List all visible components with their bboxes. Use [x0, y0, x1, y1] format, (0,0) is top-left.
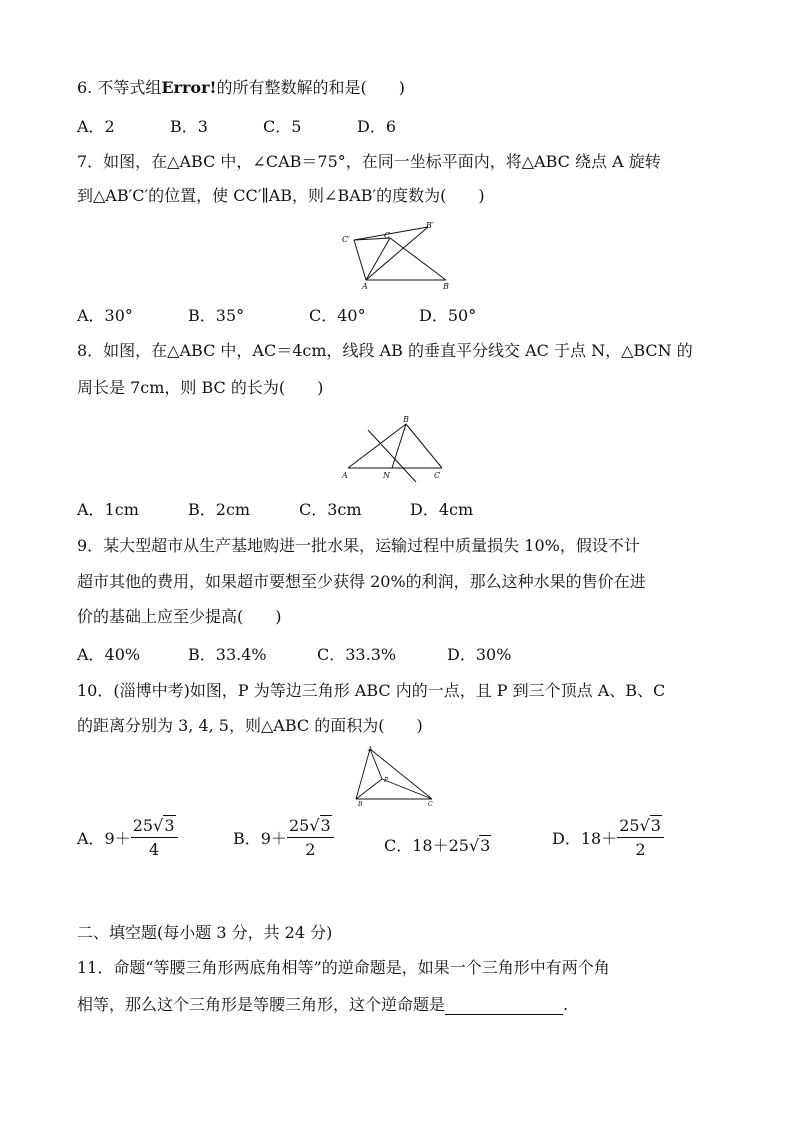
q10-option-a-fraction: $\frac{25√3}{4}$	[131, 816, 178, 859]
q6-error-text: Error!	[161, 78, 217, 97]
section-2-heading: 二、填空题(每小题 3 分，共 24 分)	[77, 923, 333, 942]
q7-figure	[340, 220, 460, 296]
q10-option-b-coef: 25	[288, 816, 310, 835]
q10-option-d-den: 2	[635, 840, 646, 859]
q10-option-a-coef: 25	[132, 816, 154, 835]
q7-label-a: A	[362, 282, 368, 291]
q7-option-d: D．50°	[419, 306, 477, 325]
q7-label-c: C	[384, 231, 391, 240]
q7-label-c-prime: C′	[342, 235, 350, 244]
q10-option-a-den: 4	[149, 840, 160, 859]
q8-option-b: B．2cm	[188, 500, 251, 519]
q9-option-c: C．33.3%	[317, 645, 397, 664]
q7-label-b-prime: B′	[426, 221, 434, 230]
q10-option-b-radicand: 3	[320, 816, 331, 835]
q7-line-1: 7．如图，在△ABC 中，∠CAB＝75°，在同一坐标平面内，将△ABC 绕点 A 旋转	[77, 152, 661, 171]
q10-option-c-text: C．18＋25	[384, 836, 469, 855]
q7-option-c: C．40°	[309, 306, 366, 325]
q8-label-n: N	[383, 471, 390, 480]
q10-line-1: 10．(淄博中考)如图，P 为等边三角形 ABC 内的一点，且 P 到三个顶点 A、B、C	[77, 681, 666, 700]
q10-label-a: A	[368, 746, 373, 753]
q8-line-1: 8．如图，在△ABC 中，AC＝4cm，线段 AB 的垂直平分线交 AC 于点 N，△BCN 的	[77, 341, 693, 360]
q10-label-b: B	[358, 801, 363, 807]
q8-label-c: C	[434, 471, 441, 480]
q8-label-a: A	[342, 471, 348, 480]
q8-option-d: D．4cm	[410, 500, 474, 519]
q10-label-c: C	[428, 801, 433, 807]
q6-option-a: A．2	[77, 117, 115, 136]
q8-line-2: 周长是 7cm，则 BC 的长为( )	[77, 378, 324, 397]
q9-option-b: B．33.4%	[188, 645, 267, 664]
q8-option-a: A．1cm	[77, 500, 139, 519]
q10-option-d-fraction: $\frac{25√3}{2}$	[617, 816, 664, 859]
q10-option-c: C．18＋25√3	[384, 836, 491, 855]
q7-label-b: B	[443, 282, 449, 291]
q11-answer-blank[interactable]	[445, 998, 563, 1015]
q9-line-1: 9．某大型超市从生产基地购进一批水果，运输过程中质量损失 10%，假设不计	[77, 536, 640, 555]
q10-option-d-coef: 25	[619, 816, 640, 835]
q8-figure	[338, 410, 456, 488]
q9-option-a: A．40%	[77, 645, 141, 664]
q9-line-2: 超市其他的费用，如果超市要想至少获得 20%的利润，那么这种水果的售价在进	[77, 572, 646, 591]
q10-option-d-prefix: D．18＋	[552, 829, 618, 848]
q7-line-2: 到△AB′C′的位置，使 CC′∥AB，则∠BAB′的度数为( )	[77, 186, 485, 205]
q6-option-c: C．5	[263, 117, 302, 136]
q6-stem	[77, 78, 405, 98]
q11-line-1: 11．命题“等腰三角形两底角相等”的逆命题是，如果一个三角形中有两个角	[77, 958, 610, 977]
q10-option-c-radicand: 3	[480, 836, 491, 855]
q10-option-a-prefix: A．9＋	[77, 829, 131, 848]
q7-option-a: A．30°	[77, 306, 133, 325]
q10-label-p: P	[384, 777, 389, 784]
q10-option-d	[552, 816, 664, 859]
q10-line-2: 的距离分别为 3, 4, 5，则△ABC 的面积为( )	[77, 716, 423, 735]
q10-option-d-radicand: 3	[650, 816, 661, 835]
q11-line-2	[77, 995, 568, 1015]
q7-option-b: B．35°	[188, 306, 245, 325]
q9-option-d: D．30%	[447, 645, 512, 664]
q6-stem-a: 6. 不等式组	[77, 78, 162, 97]
q11-line-2-text: 相等，那么这个三角形是等腰三角形，这个逆命题是	[77, 995, 446, 1014]
q6-stem-b: 的所有整数解的和是( )	[216, 78, 406, 97]
q8-option-c: C．3cm	[299, 500, 362, 519]
q6-option-d: D．6	[357, 117, 397, 136]
q10-option-a	[77, 816, 178, 859]
q6-option-b: B．3	[170, 117, 208, 136]
q9-line-3: 价的基础上应至少提高( )	[77, 607, 282, 626]
q10-option-b-fraction: $\frac{25√3}{2}$	[287, 816, 334, 859]
q10-option-b	[233, 816, 334, 859]
q10-figure	[352, 745, 442, 811]
q11-end-period: .	[563, 995, 569, 1014]
q10-option-a-radicand: 3	[164, 816, 175, 835]
q8-label-b: B	[403, 415, 409, 424]
q10-option-b-prefix: B．9＋	[233, 829, 287, 848]
q10-option-b-den: 2	[305, 840, 316, 859]
